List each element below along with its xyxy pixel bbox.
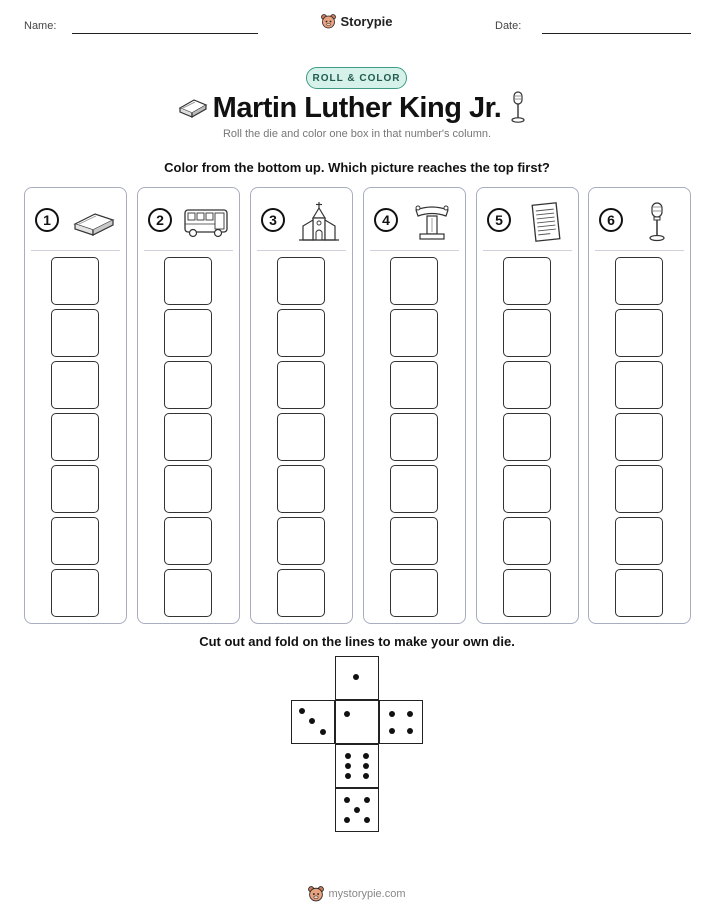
die-face-five [335, 788, 379, 832]
column-header [25, 202, 126, 242]
die-pip [389, 711, 395, 717]
die-pip [353, 674, 359, 680]
column-number: 6 [599, 208, 623, 232]
die-pip [363, 753, 369, 759]
die-pip [364, 797, 370, 803]
color-box[interactable] [390, 257, 438, 305]
microphone-icon [633, 202, 681, 242]
microphone-icon [507, 90, 529, 124]
die-pip [345, 763, 351, 769]
color-box[interactable] [164, 309, 212, 357]
name-line[interactable] [72, 33, 258, 34]
color-box[interactable] [390, 309, 438, 357]
color-box[interactable] [51, 465, 99, 513]
column-divider [144, 250, 233, 251]
column-divider [257, 250, 346, 251]
color-box[interactable] [277, 465, 325, 513]
die-face-six [335, 744, 379, 788]
die-pip [345, 753, 351, 759]
color-box[interactable] [164, 413, 212, 461]
color-box[interactable] [164, 257, 212, 305]
color-box[interactable] [503, 257, 551, 305]
column-header [477, 202, 578, 242]
color-box[interactable] [277, 517, 325, 565]
color-box[interactable] [164, 465, 212, 513]
brand-logo [0, 13, 714, 29]
cut-instruction: Cut out and fold on the lines to make your own die. [199, 634, 515, 649]
column-number: 3 [261, 208, 285, 232]
color-box[interactable] [51, 569, 99, 617]
column-number: 1 [35, 208, 59, 232]
column-2 [137, 187, 240, 624]
die-pip [389, 728, 395, 734]
color-box[interactable] [51, 361, 99, 409]
bear-logo-icon [321, 13, 336, 29]
die-pip [407, 728, 413, 734]
color-box[interactable] [390, 413, 438, 461]
color-box[interactable] [277, 361, 325, 409]
color-box[interactable] [615, 465, 663, 513]
column-4 [363, 187, 466, 624]
document-icon [521, 202, 569, 242]
color-box[interactable] [503, 309, 551, 357]
color-box[interactable] [615, 361, 663, 409]
color-box[interactable] [503, 517, 551, 565]
column-header [251, 202, 352, 242]
die-pip [363, 773, 369, 779]
die-face-four [379, 700, 423, 744]
color-box[interactable] [51, 257, 99, 305]
die-pip [363, 763, 369, 769]
color-box[interactable] [277, 257, 325, 305]
activity-badge: ROLL & COLOR [306, 67, 407, 89]
bear-logo-icon [308, 885, 324, 902]
column-divider [370, 250, 459, 251]
column-header [589, 202, 690, 242]
die-face-three [291, 700, 335, 744]
color-box[interactable] [615, 309, 663, 357]
die-face-one [335, 656, 379, 700]
column-number: 4 [374, 208, 398, 232]
color-box[interactable] [390, 361, 438, 409]
footer-url[interactable]: mystorypie.com [328, 887, 406, 900]
bus-icon [182, 202, 230, 242]
color-box[interactable] [164, 517, 212, 565]
die-pip [407, 711, 413, 717]
color-box[interactable] [390, 465, 438, 513]
footer [0, 885, 714, 902]
color-box[interactable] [503, 465, 551, 513]
column-header [138, 202, 239, 242]
color-box[interactable] [615, 517, 663, 565]
subtitle: Roll the die and color one box in that number's column. [222, 128, 492, 140]
column-divider [31, 250, 120, 251]
die-face-one [335, 700, 379, 744]
instruction-text: Color from the bottom up. Which picture reaches the top first? [164, 160, 550, 175]
die-pip [354, 807, 360, 813]
color-box[interactable] [503, 569, 551, 617]
column-5 [476, 187, 579, 624]
brand-name: Storypie [340, 13, 393, 29]
column-number: 5 [487, 208, 511, 232]
color-box[interactable] [277, 309, 325, 357]
church-icon [295, 202, 343, 242]
column-1 [24, 187, 127, 624]
die-pip [344, 797, 350, 803]
color-box[interactable] [503, 361, 551, 409]
color-box[interactable] [164, 569, 212, 617]
column-header [364, 202, 465, 242]
color-box[interactable] [51, 309, 99, 357]
column-divider [595, 250, 684, 251]
column-6 [588, 187, 691, 624]
die-pip [309, 718, 315, 724]
title-row [0, 92, 714, 128]
column-number: 2 [148, 208, 172, 232]
die-pip [320, 729, 326, 735]
color-box[interactable] [51, 413, 99, 461]
die-pip [364, 817, 370, 823]
die-pip [344, 711, 350, 717]
color-box[interactable] [615, 569, 663, 617]
color-box[interactable] [164, 361, 212, 409]
color-box[interactable] [615, 413, 663, 461]
color-box[interactable] [615, 257, 663, 305]
color-box[interactable] [277, 413, 325, 461]
book-icon [69, 202, 117, 242]
die-pip [299, 708, 305, 714]
color-box[interactable] [51, 517, 99, 565]
column-divider [483, 250, 572, 251]
date-label: Date: [495, 20, 522, 32]
color-box[interactable] [503, 413, 551, 461]
column-3 [250, 187, 353, 624]
name-label: Name: [24, 20, 57, 32]
color-box[interactable] [277, 569, 325, 617]
page-title: Martin Luther King Jr. [212, 92, 502, 124]
color-box[interactable] [390, 517, 438, 565]
die-pip [345, 773, 351, 779]
color-box[interactable] [390, 569, 438, 617]
podium-icon [408, 202, 456, 242]
die-pip [344, 817, 350, 823]
date-line[interactable] [542, 33, 691, 34]
